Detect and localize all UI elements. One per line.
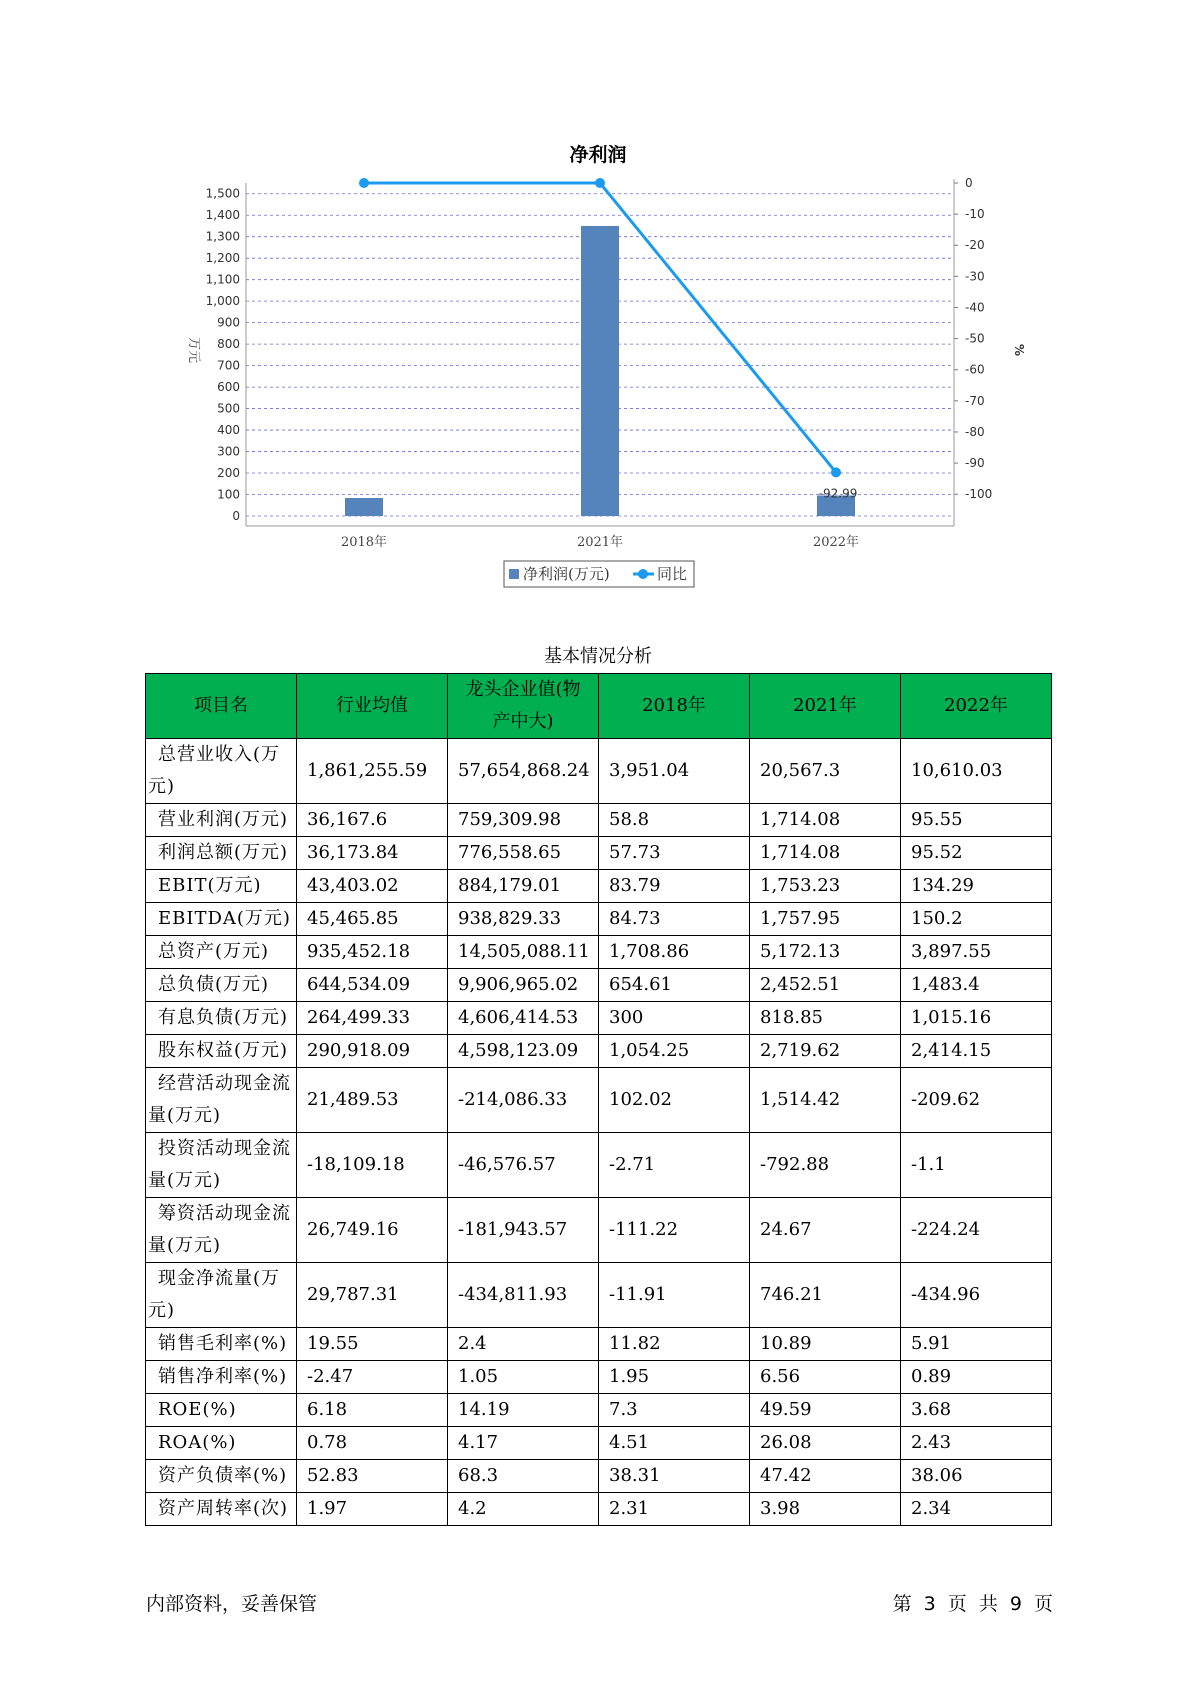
table-row-label: 总营业收入(万元) [146, 739, 297, 804]
y-tick-label: 400 [217, 423, 240, 438]
table-cell: 1,015.16 [901, 1002, 1052, 1035]
table-row-label: 营业利润(万元) [146, 804, 297, 837]
table-header-cell: 行业均值 [297, 674, 448, 739]
table-cell: 24.67 [750, 1198, 901, 1263]
table-row-label: 现金净流量(万元) [146, 1263, 297, 1328]
y-tick-label: 600 [217, 380, 240, 395]
table-row [146, 1394, 1052, 1427]
table-row-label: ROA(%) [146, 1427, 297, 1460]
table-cell: 300 [599, 1002, 750, 1035]
table-cell: 95.55 [901, 804, 1052, 837]
table-cell: 644,534.09 [297, 969, 448, 1002]
legend-line-marker [638, 569, 648, 579]
table-header-cell: 项目名 [146, 674, 297, 739]
table-cell: 45,465.85 [297, 903, 448, 936]
table-cell: 84.73 [599, 903, 750, 936]
table-row-label: ROE(%) [146, 1394, 297, 1427]
table-cell: 264,499.33 [297, 1002, 448, 1035]
table-cell: -214,086.33 [448, 1068, 599, 1133]
y-tick-label: 1,400 [205, 208, 240, 223]
table-cell: 746.21 [750, 1263, 901, 1328]
net-profit-chart [0, 0, 1191, 600]
table-row-label: 总资产(万元) [146, 936, 297, 969]
table-cell: 1.97 [297, 1493, 448, 1526]
table-cell: 14.19 [448, 1394, 599, 1427]
footer-confidential: 内部资料，妥善保管 [146, 1593, 318, 1615]
table-header-cell: 龙头企业值(物产中大) [448, 674, 599, 739]
table-header-row [146, 674, 1052, 739]
table-cell: 9,906,965.02 [448, 969, 599, 1002]
table-cell: 1.95 [599, 1361, 750, 1394]
table-cell: 654.61 [599, 969, 750, 1002]
table-cell: 0.89 [901, 1361, 1052, 1394]
table-cell: -1.1 [901, 1133, 1052, 1198]
table-cell: 21,489.53 [297, 1068, 448, 1133]
table-cell: 52.83 [297, 1460, 448, 1493]
table-cell: 5.91 [901, 1328, 1052, 1361]
table-cell: 1,757.95 [750, 903, 901, 936]
table-cell: 4.17 [448, 1427, 599, 1460]
table-cell: 5,172.13 [750, 936, 901, 969]
table-cell: -792.88 [750, 1133, 901, 1198]
table-row-label: 资产周转率(次) [146, 1493, 297, 1526]
table-cell: 11.82 [599, 1328, 750, 1361]
table-cell: 20,567.3 [750, 739, 901, 804]
table-cell: 57,654,868.24 [448, 739, 599, 804]
table-cell: -111.22 [599, 1198, 750, 1263]
table-row [146, 1263, 1052, 1328]
y-tick-label: 100 [217, 487, 240, 502]
table-cell: -434.96 [901, 1263, 1052, 1328]
table-cell: 36,173.84 [297, 837, 448, 870]
y-tick-label: 500 [217, 401, 240, 416]
table-row-label: 筹资活动现金流量(万元) [146, 1198, 297, 1263]
table-row [146, 1328, 1052, 1361]
table-header-cell: 2022年 [901, 674, 1052, 739]
table-cell: 3,951.04 [599, 739, 750, 804]
y2-tick-label: -60 [965, 362, 985, 377]
table-cell: 759,309.98 [448, 804, 599, 837]
table-row [146, 870, 1052, 903]
table-caption: 基本情况分析 [544, 646, 652, 667]
table-row [146, 739, 1052, 804]
table-row [146, 1361, 1052, 1394]
footer-page-number: 第 3 页 共 9 页 [892, 1593, 1053, 1615]
table-cell: -18,109.18 [297, 1133, 448, 1198]
bar-1 [345, 498, 383, 516]
table-cell: 4,606,414.53 [448, 1002, 599, 1035]
table-cell: -434,811.93 [448, 1263, 599, 1328]
table-cell: 19.55 [297, 1328, 448, 1361]
table-cell: 2,452.51 [750, 969, 901, 1002]
table-row [146, 1002, 1052, 1035]
table-row-label: 销售净利率(%) [146, 1361, 297, 1394]
table-cell: 58.8 [599, 804, 750, 837]
table-cell: 10,610.03 [901, 739, 1052, 804]
legend-bar-swatch [509, 569, 519, 579]
table-row-label: 资产负债率(%) [146, 1460, 297, 1493]
basic-analysis-table [145, 673, 1052, 1526]
x-tick-label: 2022年 [812, 535, 860, 550]
table-row-label: EBIT(万元) [146, 870, 297, 903]
table-row [146, 1068, 1052, 1133]
table-cell: 1,714.08 [750, 804, 901, 837]
table-cell: 1,483.4 [901, 969, 1052, 1002]
y-tick-label: 700 [217, 358, 240, 373]
table-header-cell: 2018年 [599, 674, 750, 739]
table-row-label: EBITDA(万元) [146, 903, 297, 936]
yoy-point-2 [595, 178, 605, 188]
table-cell: 884,179.01 [448, 870, 599, 903]
y-tick-label: 1,100 [205, 272, 240, 287]
table-cell: 95.52 [901, 837, 1052, 870]
table-cell: -2.71 [599, 1133, 750, 1198]
table-cell: 26.08 [750, 1427, 901, 1460]
y2-tick-label: -80 [965, 424, 985, 439]
table-cell: 1,714.08 [750, 837, 901, 870]
table-cell: 935,452.18 [297, 936, 448, 969]
table-cell: 68.3 [448, 1460, 599, 1493]
table-cell: 2,719.62 [750, 1035, 901, 1068]
y2-tick-label: 0 [965, 176, 973, 190]
table-cell: 14,505,088.11 [448, 936, 599, 969]
y-tick-label: 900 [217, 315, 240, 330]
y2-tick-label: -30 [965, 269, 985, 284]
table-cell: 10.89 [750, 1328, 901, 1361]
table-cell: 938,829.33 [448, 903, 599, 936]
data-label: -92.99 [818, 486, 858, 501]
table-cell: 1,861,255.59 [297, 739, 448, 804]
table-cell: 1,054.25 [599, 1035, 750, 1068]
table-cell: 2.34 [901, 1493, 1052, 1526]
table-row [146, 1493, 1052, 1526]
table-cell: 38.06 [901, 1460, 1052, 1493]
table-cell: 1,708.86 [599, 936, 750, 969]
table-cell: 3.68 [901, 1394, 1052, 1427]
table-cell: 0.78 [297, 1427, 448, 1460]
y-axis-label: 万元 [186, 336, 201, 364]
table-cell: 4.2 [448, 1493, 599, 1526]
table-cell: -224.24 [901, 1198, 1052, 1263]
table-cell: 2,414.15 [901, 1035, 1052, 1068]
table-cell: 7.3 [599, 1394, 750, 1427]
table-cell: 776,558.65 [448, 837, 599, 870]
table-cell: 2.4 [448, 1328, 599, 1361]
table-row [146, 1133, 1052, 1198]
table-cell: -209.62 [901, 1068, 1052, 1133]
table-cell: 4,598,123.09 [448, 1035, 599, 1068]
y2-tick-label: -50 [965, 331, 985, 346]
table-row [146, 936, 1052, 969]
legend-label-line: 同比 [657, 565, 688, 583]
table-cell: 150.2 [901, 903, 1052, 936]
table-header-cell: 2021年 [750, 674, 901, 739]
y2-axis-label: % [1012, 343, 1026, 357]
table-cell: -11.91 [599, 1263, 750, 1328]
table-cell: 134.29 [901, 870, 1052, 903]
table-cell: 38.31 [599, 1460, 750, 1493]
table-row-label: 利润总额(万元) [146, 837, 297, 870]
table-cell: 6.18 [297, 1394, 448, 1427]
table-cell: 47.42 [750, 1460, 901, 1493]
table-row-label: 总负债(万元) [146, 969, 297, 1002]
y-tick-label: 300 [217, 444, 240, 459]
y-tick-label: 200 [217, 466, 240, 481]
table-cell: 290,918.09 [297, 1035, 448, 1068]
x-tick-label: 2021年 [576, 535, 624, 550]
table-cell: -181,943.57 [448, 1198, 599, 1263]
y-tick-label: 800 [217, 337, 240, 352]
y2-tick-label: -20 [965, 238, 985, 253]
table-row-label: 经营活动现金流量(万元) [146, 1068, 297, 1133]
y-tick-label: 1,200 [205, 251, 240, 266]
yoy-point-1 [359, 178, 369, 188]
table-row-label: 股东权益(万元) [146, 1035, 297, 1068]
table-cell: 2.31 [599, 1493, 750, 1526]
table-cell: 57.73 [599, 837, 750, 870]
y2-tick-label: -40 [965, 300, 985, 315]
table-row [146, 1035, 1052, 1068]
table-cell: 2.43 [901, 1427, 1052, 1460]
table-row-label: 销售毛利率(%) [146, 1328, 297, 1361]
table-cell: -46,576.57 [448, 1133, 599, 1198]
table-row [146, 1460, 1052, 1493]
table-row [146, 903, 1052, 936]
x-tick-label: 2018年 [340, 535, 388, 550]
table-cell: 1,753.23 [750, 870, 901, 903]
legend-label-bar: 净利润(万元) [523, 565, 610, 583]
y-tick-label: 1,000 [205, 294, 240, 309]
table-row [146, 969, 1052, 1002]
table-cell: 3.98 [750, 1493, 901, 1526]
table-cell: 1,514.42 [750, 1068, 901, 1133]
table-row-label: 有息负债(万元) [146, 1002, 297, 1035]
y-tick-label: 1,300 [205, 229, 240, 244]
table-cell: 26,749.16 [297, 1198, 448, 1263]
y-tick-label: 1,500 [205, 186, 240, 201]
bar-2 [581, 226, 619, 516]
table-row [146, 1427, 1052, 1460]
table-row [146, 1198, 1052, 1263]
table-row [146, 804, 1052, 837]
table-cell: 3,897.55 [901, 936, 1052, 969]
table-cell: 43,403.02 [297, 870, 448, 903]
table-cell: 49.59 [750, 1394, 901, 1427]
table-cell: 29,787.31 [297, 1263, 448, 1328]
chart-title: 净利润 [569, 144, 627, 166]
yoy-point-3 [831, 467, 841, 477]
y2-tick-label: -10 [965, 207, 985, 222]
table-cell: 36,167.6 [297, 804, 448, 837]
table-cell: 818.85 [750, 1002, 901, 1035]
table-cell: 83.79 [599, 870, 750, 903]
y2-tick-label: -70 [965, 393, 985, 408]
table-cell: 4.51 [599, 1427, 750, 1460]
table-row-label: 投资活动现金流量(万元) [146, 1133, 297, 1198]
table-cell: 102.02 [599, 1068, 750, 1133]
table-cell: 6.56 [750, 1361, 901, 1394]
table-row [146, 837, 1052, 870]
y2-tick-label: -100 [965, 487, 993, 502]
y2-tick-label: -90 [965, 456, 985, 471]
y-tick-label: 0 [232, 509, 240, 523]
table-cell: -2.47 [297, 1361, 448, 1394]
table-cell: 1.05 [448, 1361, 599, 1394]
